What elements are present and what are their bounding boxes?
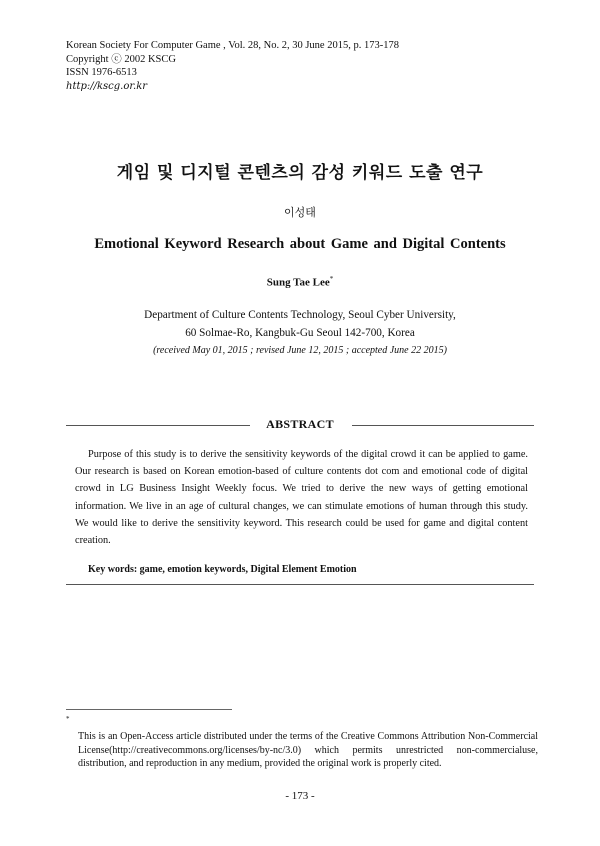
journal-citation: Korean Society For Computer Game , Vol. 28, No. 2, 30 June 2015, p. 173-178 [66,40,399,51]
korean-author: 이성태 [284,206,316,219]
received-dates: (received May 01, 2015 ; revised June 12, 2015 ; accepted June 22 2015) [153,345,447,356]
journal-header [66,39,399,93]
author-name: Sung Tae Lee [266,276,330,289]
author-footnote-mark: * [329,275,334,283]
abstract-rule-right [352,425,534,426]
issn-line: ISSN 1976-6513 [66,67,137,79]
copyright-line: Copyright ⓒ 2002 KSCG [66,53,176,65]
affiliation-line-1: Department of Culture Contents Technology, Seoul Cyber University, [144,309,456,321]
keywords-rule [66,584,534,585]
abstract-body: Purpose of this study is to derive the sensitivity keywords of the digital crowd it can be applied to game. Our research is based on Korean emotion-based of culture contents dot com and emotional code of digital crowd in LG Business Insight Weekly focus. We tried to derive the new ways of getting emotional information. We live in an age of cultural changes, we can stimulate emotions of human through this study. We would like to derive the sensitivity keyword. This research could be used for game and digital content creation. [75,449,528,547]
english-author [0,275,600,289]
footnote-mark: * [66,715,70,723]
page-number: - 173 - [285,790,315,802]
english-title: Emotional Keyword Research about Game and Digital Contents [94,236,506,252]
keywords: Key words: game, emotion keywords, Digital Element Emotion [88,564,357,575]
affiliation-line-2: 60 Solmae-Ro, Kangbuk-Gu Seoul 142-700, Korea [185,326,415,339]
abstract-heading: ABSTRACT [266,417,334,431]
korean-title: 게임 및 디지털 콘텐츠의 감성 키워드 도출 연구 [116,163,484,183]
journal-url[interactable]: http://kscg.or.kr [66,80,148,92]
footnote-rule [66,709,232,710]
affiliation [0,307,600,342]
footnote-text: This is an Open-Access article distributed under the terms of the Creative Commons Attribution Non-Commercial License(http://creativecommons.org/licenses/by-nc/3.0) which permits unrestricted non-commercialuse, distribution, and reproduction in any medium, provided the original work is properly cited. [78,731,538,770]
